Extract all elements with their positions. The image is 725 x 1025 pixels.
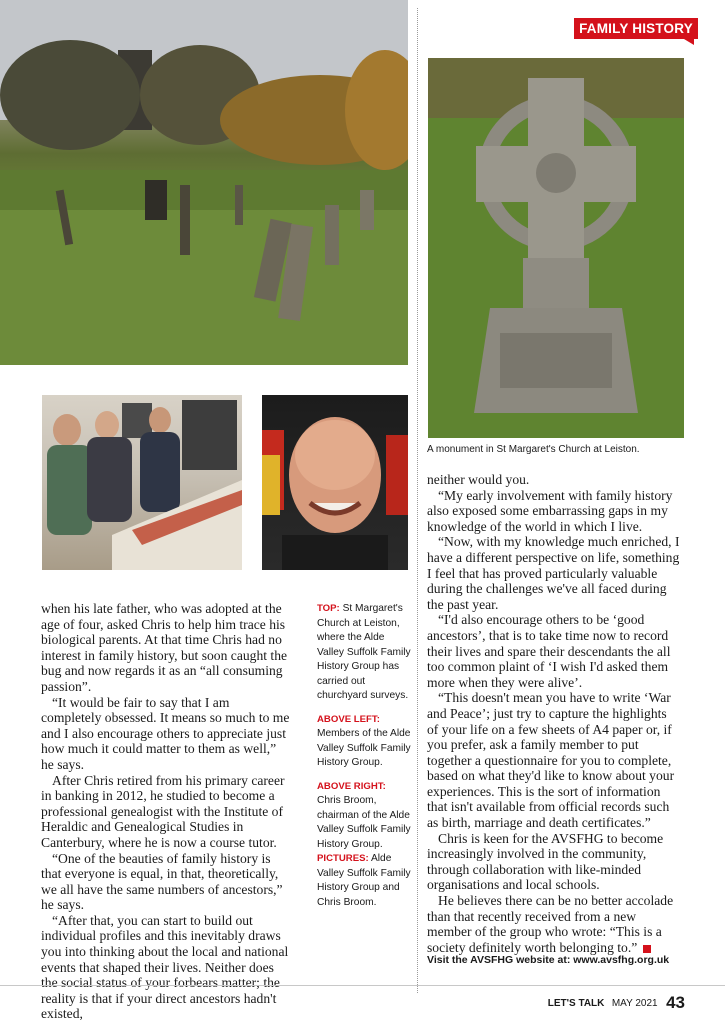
article-paragraph: Chris is keen for the AVSFHG to become increasingly involved in the community, through collaboration with like-minded organisations and local schools. bbox=[427, 830, 664, 893]
cross-photo-caption: A monument in St Margaret's Church at Leiston. bbox=[427, 444, 640, 455]
caption-text: St Margaret's Church at Leiston, where the Alde Valley Suffolk Family History Group has carried out churchyard surveys. bbox=[317, 603, 411, 701]
article-paragraph: After Chris retired from his primary career in banking in 2012, he studied to become a professional genealogist with the Institute of Heraldic and Genealogical Studies in Canterbury, where he is now a course tutor. bbox=[41, 772, 285, 850]
caption-text: Alde Valley Suffolk Family History Group and Chris Broom. bbox=[317, 853, 411, 908]
celtic-cross-photo bbox=[428, 58, 684, 438]
issue-date: MAY 2021 bbox=[611, 998, 658, 1009]
article-column-right bbox=[427, 472, 681, 955]
caption-above-right bbox=[317, 780, 412, 853]
caption-top bbox=[317, 602, 412, 704]
caption-text: Members of the Alde Valley Suffolk Family History Group. bbox=[317, 728, 411, 768]
article-paragraph: “My early involvement with family history also exposed some embarrassing gaps in my knowledge of the world in which I live. bbox=[427, 487, 673, 534]
article-paragraph: “One of the beauties of family history is that everyone is equal, in that, theoretically, we all have the same numbers of ancestors,” he says. bbox=[41, 850, 283, 913]
footer-rule bbox=[0, 985, 725, 986]
churchyard-photo bbox=[0, 0, 408, 365]
photo-captions-sidebar bbox=[317, 602, 412, 919]
article-paragraph: “After that, you can start to build out individual profiles and this inevitably draws you into thinking about the local and national events that shaped their lives. Neither does the social status of your forbears matter; the reality is that if your direct ancestors hadn't existed, bbox=[41, 912, 289, 1022]
article-paragraph: “I'd also encourage others to be ‘good ancestors’, that is to take time now to record their lives and spare their descendants the all too common plaint of ‘I wish I'd asked them more when they were alive’. bbox=[427, 612, 671, 690]
article-paragraph-final bbox=[427, 893, 681, 955]
caption-above-left bbox=[317, 713, 412, 771]
article-column-left bbox=[41, 601, 291, 1022]
article-paragraph: when his late father, who was adopted at the age of four, asked Chris to help him trace his biological parents. At that time Chris had no interest in family history, but soon caught the bug and now regards it as an “all consuming passion”. bbox=[41, 601, 288, 694]
caption-pictures-credit bbox=[317, 852, 412, 910]
page-number: 43 bbox=[666, 993, 685, 1012]
caption-label: TOP: bbox=[317, 603, 340, 614]
caption-label: PICTURES: bbox=[317, 853, 369, 864]
article-paragraph: “This doesn't mean you have to write ‘War and Peace’; just try to capture the highlights of your life on a few sheets of A4 paper or, if you prefer, ask a family member to put together a questionnaire for you to complete, based on what they'd like to know about your experiences. This is the sort of information that isn't available from official records such as birth, marriage and death certificates.” bbox=[427, 690, 675, 831]
article-paragraph: “It would be fair to say that I am completely obsessed. It means so much to me and I also encourage others to appreciate just how much it could matter to them as well,” he says. bbox=[41, 694, 290, 772]
section-badge-tail bbox=[684, 39, 694, 45]
group-members-photo bbox=[42, 395, 242, 570]
page-footer bbox=[548, 993, 685, 1013]
caption-label: ABOVE RIGHT: bbox=[317, 780, 386, 792]
end-of-article-marker bbox=[643, 945, 651, 953]
website-link[interactable]: Visit the AVSFHG website at: www.avsfhg.org.uk bbox=[427, 954, 670, 966]
column-divider bbox=[417, 8, 418, 993]
caption-text: Chris Broom, chairman of the Alde Valley Suffolk Family History Group. bbox=[317, 795, 411, 850]
article-paragraph: “Now, with my knowledge much enriched, I have a different perspective on life, something I feel that has proved particularly valuable during the challenges we've all faced during the past year. bbox=[427, 534, 680, 612]
magazine-name: LET'S TALK bbox=[547, 998, 605, 1009]
chris-broom-portrait bbox=[262, 395, 408, 570]
section-badge: FAMILY HISTORY bbox=[574, 18, 698, 39]
caption-label: ABOVE LEFT: bbox=[317, 713, 380, 725]
article-paragraph: neither would you. bbox=[427, 472, 530, 487]
article-paragraph-text: He believes there can be no better accolade than that recently received from a new member of the group who wrote: “This is a society definitely worth belonging to.” bbox=[427, 893, 674, 955]
